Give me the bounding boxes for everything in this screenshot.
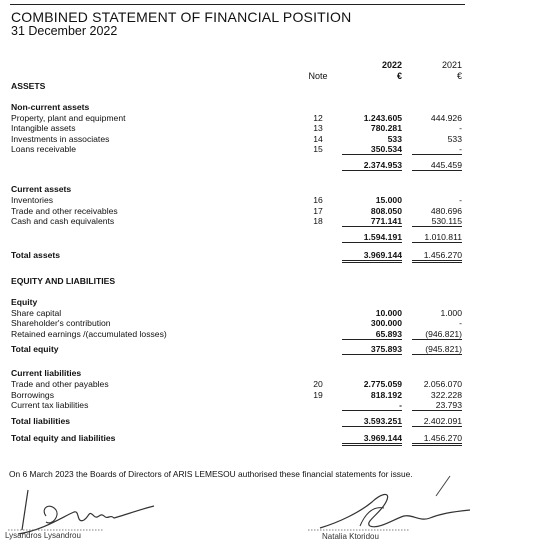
right-signature xyxy=(300,472,480,540)
row-label: Trade and other receivables xyxy=(11,206,118,216)
section-assets: ASSETS xyxy=(11,81,46,91)
row-label: Loans receivable xyxy=(11,144,76,154)
right-signatory-name: Natalia Ktoridou xyxy=(322,532,379,541)
row-label: Investments in associates xyxy=(11,134,110,144)
row-label: Intangible assets xyxy=(11,123,76,133)
row-value-2021: 533 xyxy=(447,134,462,144)
row-note: 18 xyxy=(313,216,323,226)
total-equity-and-liabilities-2022: 3.969.144 xyxy=(342,433,402,446)
total-equity-label: Total equity xyxy=(11,344,59,354)
row-label: Share capital xyxy=(11,308,62,318)
row-value-2022: 2.775.059 xyxy=(363,379,402,389)
section-current-assets: Current assets xyxy=(11,184,72,194)
total-equity-2021: (945.821) xyxy=(412,344,462,355)
subtotal-value-2022: 2.374.953 xyxy=(342,160,402,171)
row-value-2021: - xyxy=(459,123,462,133)
row-value-2021: 322.228 xyxy=(430,390,462,400)
row-value-2021: 480.696 xyxy=(430,206,462,216)
row-value-2022: 10.000 xyxy=(375,308,402,318)
row-label: Borrowings xyxy=(11,390,54,400)
note-column-header: Note xyxy=(308,71,328,81)
row-note: 13 xyxy=(313,123,323,133)
total-liabilities-2021: 2.402.091 xyxy=(412,416,462,427)
year-2021-header: 2021 xyxy=(441,60,462,70)
total-assets-2021: 1.456.270 xyxy=(412,250,462,263)
row-value-2022: 771.141 xyxy=(342,216,402,227)
row-value-2022: 818.192 xyxy=(370,390,402,400)
row-value-2022: 15.000 xyxy=(375,195,402,205)
row-value-2022: 808.050 xyxy=(370,206,402,216)
row-value-2022: - xyxy=(342,400,402,411)
statement-date: 31 December 2022 xyxy=(11,24,118,38)
subtotal-value-2021: 445.459 xyxy=(412,160,462,171)
section-equity-and-liabilities: EQUITY AND LIABILITIES xyxy=(11,276,116,286)
row-value-2021: 444.926 xyxy=(430,113,462,123)
row-value-2021: 530.115 xyxy=(412,216,462,227)
row-value-2022: 533 xyxy=(387,134,402,144)
total-equity-and-liabilities-2021: 1.456.270 xyxy=(412,433,462,446)
subtotal-value-2022: 1.594.191 xyxy=(342,232,402,243)
currency-2022-header: € xyxy=(396,71,402,81)
row-label: Retained earnings /(accumulated losses) xyxy=(11,329,167,339)
row-note: 15 xyxy=(313,144,323,154)
row-note: 14 xyxy=(313,134,323,144)
row-label: Current tax liabilities xyxy=(11,400,89,410)
row-label: Shareholder's contribution xyxy=(11,318,111,328)
currency-2021-header: € xyxy=(456,71,462,81)
total-equity-and-liabilities-label: Total equity and liabilities xyxy=(11,433,116,443)
year-2022-header: 2022 xyxy=(381,60,402,70)
total-liabilities-2022: 3.593.251 xyxy=(342,416,402,427)
row-value-2022: 1.243.605 xyxy=(363,113,402,123)
row-value-2022: 350.534 xyxy=(342,144,402,155)
section-equity: Equity xyxy=(11,297,38,307)
left-signatory-name: Lysandros Lysandrou xyxy=(5,531,81,540)
top-rule xyxy=(10,4,465,5)
row-value-2021: (946.821) xyxy=(412,329,462,340)
row-note: 17 xyxy=(313,206,323,216)
row-value-2021: 2.056.070 xyxy=(423,379,462,389)
row-value-2022: 65.893 xyxy=(342,329,402,340)
page-title: COMBINED STATEMENT OF FINANCIAL POSITION xyxy=(11,9,352,25)
row-label: Property, plant and equipment xyxy=(11,113,126,123)
row-value-2021: - xyxy=(459,318,462,328)
section-current-liabilities: Current liabilities xyxy=(11,368,82,378)
row-note: 12 xyxy=(313,113,323,123)
row-label: Trade and other payables xyxy=(11,379,109,389)
total-assets-label: Total assets xyxy=(11,250,61,260)
row-note: 16 xyxy=(313,195,323,205)
row-value-2021: 1.000 xyxy=(440,308,462,318)
subtotal-value-2021: 1.010.811 xyxy=(412,232,462,243)
row-value-2021: - xyxy=(412,144,462,155)
row-note: 19 xyxy=(313,390,323,400)
row-value-2021: - xyxy=(459,195,462,205)
total-assets-2022: 3.969.144 xyxy=(342,250,402,263)
row-value-2022: 780.281 xyxy=(370,123,402,133)
total-equity-2022: 375.893 xyxy=(342,344,402,355)
row-label: Cash and cash equivalents xyxy=(11,216,115,226)
row-value-2022: 300.000 xyxy=(370,318,402,328)
authorisation-statement: On 6 March 2023 the Boards of Directors of ARIS LEMESOU authorised these financial statements for issue. xyxy=(9,469,413,479)
section-non-current-assets: Non-current assets xyxy=(11,102,90,112)
row-note: 20 xyxy=(313,379,323,389)
total-liabilities-label: Total liabilities xyxy=(11,416,71,426)
row-label: Inventories xyxy=(11,195,54,205)
row-value-2021: 23.793 xyxy=(412,400,462,411)
